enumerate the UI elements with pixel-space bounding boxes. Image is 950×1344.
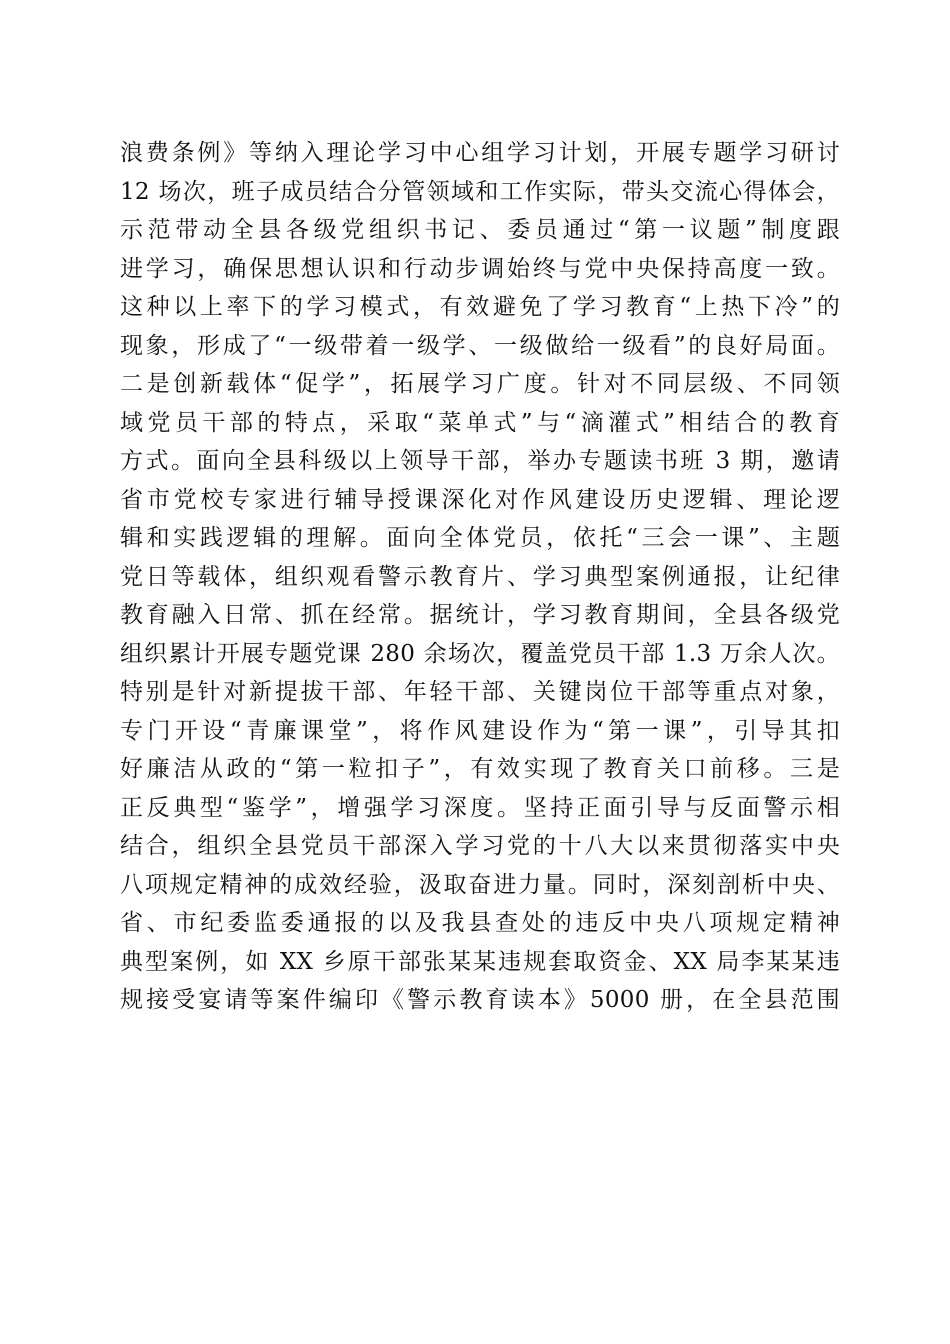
text-line: 现象，形成了“一级带着一级学、一级做给一级看”的良好局面。 bbox=[120, 332, 840, 359]
body-paragraph bbox=[120, 134, 840, 1020]
text-line: 进学习，确保思想认识和行动步调始终与党中央保持高度一致。 bbox=[120, 255, 840, 282]
text-line: 专门开设“青廉课堂”，将作风建设作为“第一课”，引导其扣 bbox=[120, 717, 840, 744]
text-line: 方式。面向全县科级以上领导干部，举办专题读书班 3 期，邀请 bbox=[120, 448, 840, 474]
text-line: 正反典型“鉴学”，增强学习深度。坚持正面引导与反面警示相 bbox=[120, 794, 840, 821]
text-line: 12 场次，班子成员结合分管领域和工作实际，带头交流心得体会， bbox=[120, 178, 840, 205]
text-line: 示范带动全县各级党组织书记、委员通过“第一议题”制度跟 bbox=[120, 217, 840, 243]
text-line: 省市党校专家进行辅导授课深化对作风建设历史逻辑、理论逻 bbox=[120, 486, 840, 513]
text-line: 浪费条例》等纳入理论学习中心组学习计划，开展专题学习研讨 bbox=[120, 140, 840, 166]
text-line: 八项规定精神的成效经验，汲取奋进力量。同时，深刻剖析中央、 bbox=[120, 871, 840, 898]
text-line: 辑和实践逻辑的理解。面向全体党员，依托“三会一课”、主题 bbox=[120, 525, 840, 551]
text-line: 典型案例，如 XX 乡原干部张某某违规套取资金、XX 局李某某违 bbox=[120, 948, 840, 975]
text-line: 教育融入日常、抓在经常。据统计，学习教育期间，全县各级党 bbox=[120, 602, 840, 628]
text-line: 组织累计开展专题党课 280 余场次，覆盖党员干部 1.3 万余人次。 bbox=[120, 640, 840, 667]
text-line: 二是创新载体“促学”，拓展学习广度。针对不同层级、不同领 bbox=[120, 371, 840, 397]
text-line: 结合，组织全县党员干部深入学习党的十八大以来贯彻落实中央 bbox=[120, 833, 840, 859]
text-line: 特别是针对新提拔干部、年轻干部、关键岗位干部等重点对象， bbox=[120, 679, 840, 705]
text-line: 省、市纪委监委通报的以及我县查处的违反中央八项规定精神 bbox=[120, 910, 840, 936]
text-line: 这种以上率下的学习模式，有效避免了学习教育“上热下冷”的 bbox=[120, 294, 840, 320]
text-line: 规接受宴请等案件编印《警示教育读本》5000 册，在全县范围 bbox=[120, 987, 840, 1013]
text-line: 好廉洁从政的“第一粒扣子”，有效实现了教育关口前移。三是 bbox=[120, 756, 840, 782]
text-line: 域党员干部的特点，采取“菜单式”与“滴灌式”相结合的教育 bbox=[120, 409, 840, 436]
text-line: 党日等载体，组织观看警示教育片、学习典型案例通报，让纪律 bbox=[120, 563, 840, 590]
